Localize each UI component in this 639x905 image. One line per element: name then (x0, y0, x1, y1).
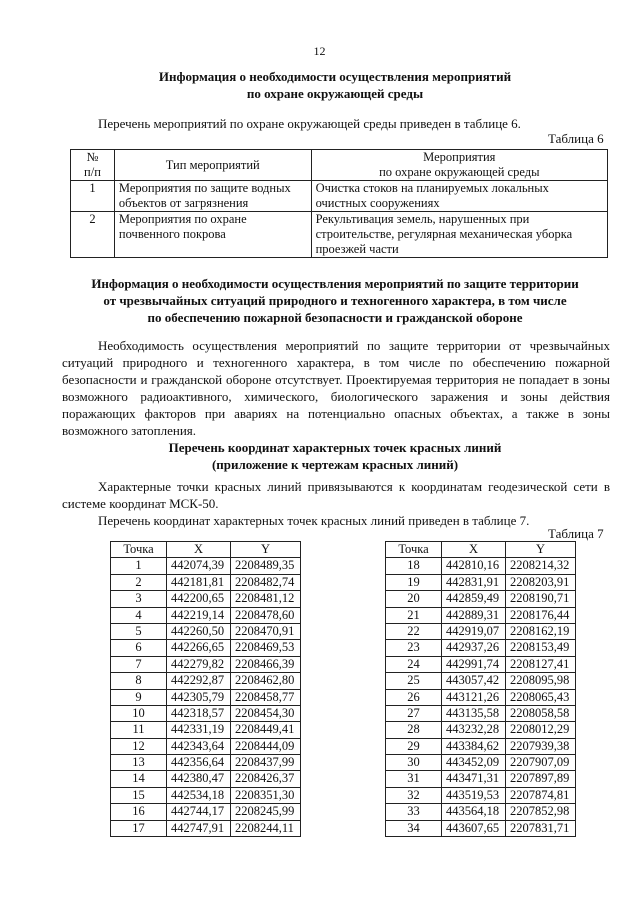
x-cell: 442859,49 (442, 591, 506, 607)
x-cell: 442534,18 (167, 787, 231, 803)
table-row (386, 656, 576, 672)
row-measure (311, 212, 607, 258)
y-cell: 2208426,37 (231, 771, 301, 787)
y-cell: 2208437,99 (231, 755, 301, 771)
table6-caption: Таблица 6 (548, 131, 604, 146)
y-cell: 2207897,89 (506, 771, 576, 787)
x-cell: 442292,87 (167, 673, 231, 689)
y-cell: 2208244,11 (231, 820, 301, 836)
point-cell: 16 (111, 804, 167, 820)
table-row (386, 558, 576, 574)
point-cell: 23 (386, 640, 442, 656)
y-cell: 2208481,12 (231, 591, 301, 607)
table-row (386, 820, 576, 836)
table-row (111, 738, 301, 754)
table7-caption: Таблица 7 (548, 526, 604, 541)
table-row (111, 673, 301, 689)
table-row (386, 574, 576, 590)
y-cell: 2208214,32 (506, 558, 576, 574)
x-cell: 442074,39 (167, 558, 231, 574)
point-cell: 19 (386, 574, 442, 590)
x-cell: 442181,81 (167, 574, 231, 590)
table-row (386, 755, 576, 771)
section2-title-line2: от чрезвычайных ситуаций природного и техногенного характера, в том числе (103, 293, 567, 308)
point-cell: 27 (386, 705, 442, 721)
table-row (111, 640, 301, 656)
x-cell: 442889,31 (442, 607, 506, 623)
x-cell: 442266,65 (167, 640, 231, 656)
x-cell: 442744,17 (167, 804, 231, 820)
table-row (111, 574, 301, 590)
table-row (386, 673, 576, 689)
point-cell: 33 (386, 804, 442, 820)
header-x: X (442, 542, 506, 558)
table-row (386, 640, 576, 656)
row-measure (311, 181, 607, 212)
header-num-line1: № (86, 150, 99, 164)
table7-right-header-row (386, 542, 576, 558)
row-type-line2: объектов от загрязнения (118, 196, 249, 210)
table-row (111, 689, 301, 705)
y-cell: 2208454,30 (231, 705, 301, 721)
x-cell: 442200,65 (167, 591, 231, 607)
table-row (386, 738, 576, 754)
table-6 (70, 149, 608, 258)
point-cell: 22 (386, 623, 442, 639)
header-measures-line1: Мероприятия (423, 150, 496, 164)
table-row (386, 771, 576, 787)
table-row (111, 623, 301, 639)
point-cell: 30 (386, 755, 442, 771)
table-row (111, 705, 301, 721)
x-cell: 442343,64 (167, 738, 231, 754)
table-row (111, 656, 301, 672)
y-cell: 2208095,98 (506, 673, 576, 689)
row-measure-line1: Рекультивация земель, нарушенных при (315, 212, 530, 226)
y-cell: 2208458,77 (231, 689, 301, 705)
section2-title-line1: Информация о необходимости осуществления мероприятий по защите территории (91, 276, 579, 291)
y-cell: 2208203,91 (506, 574, 576, 590)
point-cell: 28 (386, 722, 442, 738)
header-y: Y (231, 542, 301, 558)
table6-header-row (71, 150, 608, 181)
point-cell: 18 (386, 558, 442, 574)
header-y: Y (506, 542, 576, 558)
y-cell: 2208351,30 (231, 787, 301, 803)
x-cell: 442331,19 (167, 722, 231, 738)
x-cell: 443384,62 (442, 738, 506, 754)
point-cell: 3 (111, 591, 167, 607)
point-cell: 8 (111, 673, 167, 689)
x-cell: 442747,91 (167, 820, 231, 836)
point-cell: 12 (111, 738, 167, 754)
row-num: 1 (71, 181, 115, 212)
x-cell: 442919,07 (442, 623, 506, 639)
point-cell: 5 (111, 623, 167, 639)
point-cell: 7 (111, 656, 167, 672)
table-row (111, 558, 301, 574)
y-cell: 2207831,71 (506, 820, 576, 836)
x-cell: 442380,47 (167, 771, 231, 787)
point-cell: 4 (111, 607, 167, 623)
point-cell: 26 (386, 689, 442, 705)
y-cell: 2208449,41 (231, 722, 301, 738)
point-cell: 24 (386, 656, 442, 672)
x-cell: 442991,74 (442, 656, 506, 672)
x-cell: 443135,58 (442, 705, 506, 721)
x-cell: 442318,57 (167, 705, 231, 721)
row-measure-line1: Очистка стоков на планируемых локальных (315, 181, 549, 195)
y-cell: 2208482,74 (231, 574, 301, 590)
point-cell: 20 (386, 591, 442, 607)
x-cell: 442831,91 (442, 574, 506, 590)
point-cell: 14 (111, 771, 167, 787)
section3-para2: Перечень координат характерных точек красных линий приведен в таблице 7. (98, 513, 530, 528)
x-cell: 443232,28 (442, 722, 506, 738)
y-cell: 2208462,80 (231, 673, 301, 689)
section3-title (40, 439, 630, 473)
y-cell: 2208176,44 (506, 607, 576, 623)
y-cell: 2208153,49 (506, 640, 576, 656)
y-cell: 2207874,81 (506, 787, 576, 803)
point-cell: 11 (111, 722, 167, 738)
header-point: Точка (111, 542, 167, 558)
row-measure-line2: очистных сооружениях (315, 196, 440, 210)
point-cell: 10 (111, 705, 167, 721)
y-cell: 2208466,39 (231, 656, 301, 672)
table-row (111, 771, 301, 787)
x-cell: 442305,79 (167, 689, 231, 705)
x-cell: 442937,26 (442, 640, 506, 656)
x-cell: 442279,82 (167, 656, 231, 672)
section2-title (40, 275, 630, 326)
table-row (386, 607, 576, 623)
y-cell: 2208478,60 (231, 607, 301, 623)
page-number: 12 (313, 44, 326, 58)
row-type-line1: Мероприятия по защите водных (118, 181, 291, 195)
y-cell: 2207852,98 (506, 804, 576, 820)
table-row (71, 212, 608, 258)
point-cell: 6 (111, 640, 167, 656)
table6-header-type: Тип мероприятий (114, 150, 311, 181)
row-type (114, 181, 311, 212)
table-7-right (385, 541, 576, 837)
table-row (111, 591, 301, 607)
x-cell: 443607,65 (442, 820, 506, 836)
x-cell: 442219,14 (167, 607, 231, 623)
table-row (111, 722, 301, 738)
table-row (386, 623, 576, 639)
point-cell: 15 (111, 787, 167, 803)
y-cell: 2208470,91 (231, 623, 301, 639)
section1-intro: Перечень мероприятий по охране окружающей среды приведен в таблице 6. (98, 116, 521, 131)
point-cell: 29 (386, 738, 442, 754)
x-cell: 442810,16 (442, 558, 506, 574)
point-cell: 13 (111, 755, 167, 771)
x-cell: 443452,09 (442, 755, 506, 771)
point-cell: 31 (386, 771, 442, 787)
table-row (386, 787, 576, 803)
row-measure-line2: строительстве, регулярная механическая уборка (315, 227, 573, 241)
header-point: Точка (386, 542, 442, 558)
row-num: 2 (71, 212, 115, 258)
row-type (114, 212, 311, 258)
table6-header-num (71, 150, 115, 181)
y-cell: 2208058,58 (506, 705, 576, 721)
x-cell: 443471,31 (442, 771, 506, 787)
x-cell: 442356,64 (167, 755, 231, 771)
point-cell: 9 (111, 689, 167, 705)
y-cell: 2208245,99 (231, 804, 301, 820)
point-cell: 32 (386, 787, 442, 803)
y-cell: 2208065,43 (506, 689, 576, 705)
section2-body: Необходимость осуществления мероприятий по защите территории от чрезвычайных ситуаций природного и техногенного характера, в том числе по обеспечению пожарной безопасности и гражданской обороне отсутствует. Проектируемая территория не попадает в зоны возможного радиоактивного, химического, биологического заражения и зоны действия поражающих факторов при авариях на потенциально опасных объектах, а также в зоны возможного затопления. (62, 338, 610, 438)
section3-title-line1: Перечень координат характерных точек красных линий (168, 440, 502, 455)
table-7-left (110, 541, 301, 837)
y-cell: 2208489,35 (231, 558, 301, 574)
point-cell: 25 (386, 673, 442, 689)
row-type-line1: Мероприятия по охране (118, 212, 247, 226)
table-row (111, 607, 301, 623)
x-cell: 443121,26 (442, 689, 506, 705)
table-row (71, 181, 608, 212)
table6-header-measures (311, 150, 607, 181)
point-cell: 17 (111, 820, 167, 836)
table7-left-header-row (111, 542, 301, 558)
table-row (386, 804, 576, 820)
row-measure-line3: проезжей части (315, 242, 399, 256)
table-row (386, 689, 576, 705)
y-cell: 2207939,38 (506, 738, 576, 754)
section3-title-line2: (приложение к чертежам красных линий) (211, 457, 459, 472)
table-row (111, 820, 301, 836)
y-cell: 2208190,71 (506, 591, 576, 607)
y-cell: 2208444,09 (231, 738, 301, 754)
y-cell: 2208162,19 (506, 623, 576, 639)
header-measures-line2: по охране окружающей среды (379, 165, 540, 179)
section1-title-line2: по охране окружающей среды (246, 86, 424, 101)
table-row (386, 591, 576, 607)
point-cell: 2 (111, 574, 167, 590)
y-cell: 2208012,29 (506, 722, 576, 738)
y-cell: 2207907,09 (506, 755, 576, 771)
table-row (111, 755, 301, 771)
table-row (111, 804, 301, 820)
section1-title (40, 68, 630, 102)
point-cell: 21 (386, 607, 442, 623)
y-cell: 2208469,53 (231, 640, 301, 656)
header-num-line2: п/п (84, 165, 101, 179)
header-x: X (167, 542, 231, 558)
point-cell: 1 (111, 558, 167, 574)
x-cell: 443564,18 (442, 804, 506, 820)
row-type-line2: почвенного покрова (118, 227, 226, 241)
x-cell: 443057,42 (442, 673, 506, 689)
section1-title-line1: Информация о необходимости осуществления мероприятий (158, 69, 512, 84)
table-row (386, 722, 576, 738)
table-row (111, 787, 301, 803)
x-cell: 442260,50 (167, 623, 231, 639)
y-cell: 2208127,41 (506, 656, 576, 672)
section2-title-line3: по обеспечению пожарной безопасности и гражданской обороне (147, 310, 523, 325)
x-cell: 443519,53 (442, 787, 506, 803)
section3-para1: Характерные точки красных линий привязываются к координатам геодезической сети в системе координат МСК-50. (62, 479, 610, 511)
table-row (386, 705, 576, 721)
point-cell: 34 (386, 820, 442, 836)
